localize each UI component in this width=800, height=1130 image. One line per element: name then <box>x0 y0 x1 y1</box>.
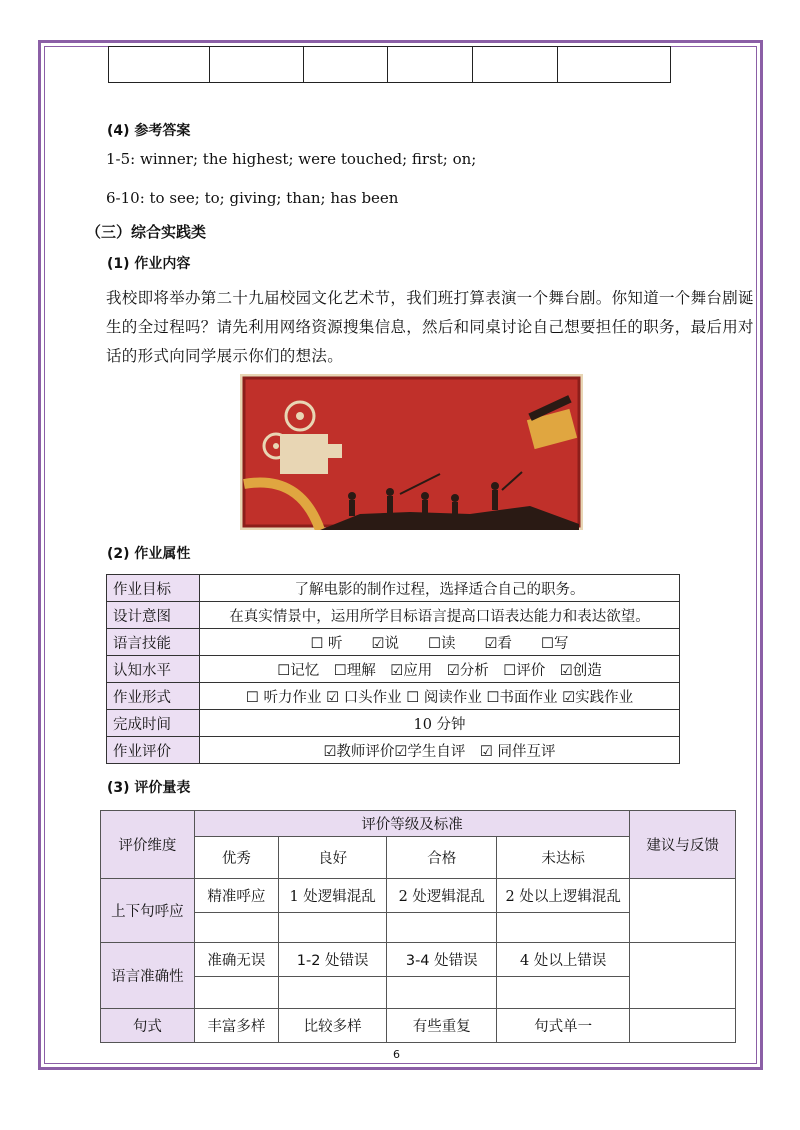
table-row <box>107 602 680 629</box>
rubric-cell: 1-2 处错误 <box>278 943 387 977</box>
content-paragraph: 我校即将举办第二十九届校园文化艺术节，我们班打算表演一个舞台剧。你知道一个舞台剧诞生的全过程吗？请先利用网络资源搜集信息，然后和同桌讨论自己想要担任的职务，最后用对话的形式向同学展示你们的想法。 <box>106 289 754 365</box>
attr-value: ☐ 听 ☑说 ☐读 ☑看 ☐写 <box>200 629 680 656</box>
rubric-cell: 4 处以上错误 <box>497 943 630 977</box>
rubric-table <box>100 810 736 1043</box>
rubric-cell-empty <box>497 913 630 943</box>
attr-value: 10 分钟 <box>200 710 680 737</box>
rubric-cell-empty <box>194 977 278 1009</box>
dimension-header: 评价维度 <box>101 811 195 879</box>
table-row <box>109 47 671 83</box>
previous-table-fragment <box>108 46 671 83</box>
rubric-cell: 2 处逻辑混乱 <box>387 879 497 913</box>
table-cell <box>558 47 671 83</box>
attr-value: ☐ 听力作业 ☑ 口头作业 ☐ 阅读作业 ☐书面作业 ☑实践作业 <box>200 683 680 710</box>
table-cell <box>109 47 210 83</box>
feedback-cell <box>630 1009 736 1043</box>
level-label: 优秀 <box>194 837 278 879</box>
attr-value: ☐记忆 ☐理解 ☑应用 ☑分析 ☐评价 ☑创造 <box>200 656 680 683</box>
rubric-cell: 精准呼应 <box>194 879 278 913</box>
rubric-cell: 有些重复 <box>387 1009 497 1043</box>
table-row <box>101 879 736 913</box>
table-row <box>107 575 680 602</box>
attr-label: 语言技能 <box>107 629 200 656</box>
table-row <box>101 811 736 837</box>
table-row <box>107 683 680 710</box>
attr-heading: (2) 作业属性 <box>107 546 191 562</box>
answers-line-1: 1-5: winner; the highest; were touched; first; on; <box>106 150 477 168</box>
level-label: 合格 <box>387 837 497 879</box>
rubric-cell: 准确无误 <box>194 943 278 977</box>
table-row <box>107 656 680 683</box>
dimension-label: 语言准确性 <box>101 943 195 1009</box>
rubric-cell: 比较多样 <box>278 1009 387 1043</box>
attr-value: 在真实情景中，运用所学目标语言提高口语表达能力和表达欲望。 <box>200 602 680 629</box>
table-row <box>107 737 680 764</box>
table-cell <box>388 47 473 83</box>
rubric-cell: 1 处逻辑混乱 <box>278 879 387 913</box>
level-label: 良好 <box>278 837 387 879</box>
dimension-label: 句式 <box>101 1009 195 1043</box>
attr-label: 作业评价 <box>107 737 200 764</box>
attr-label: 作业形式 <box>107 683 200 710</box>
film-illustration <box>240 374 583 530</box>
attributes-table <box>106 574 680 764</box>
table-cell <box>304 47 388 83</box>
rubric-cell-empty <box>497 977 630 1009</box>
rubric-cell-empty <box>387 913 497 943</box>
attr-value: ☑教师评价☑学生自评 ☑ 同伴互评 <box>200 737 680 764</box>
rubric-cell: 丰富多样 <box>194 1009 278 1043</box>
level-header: 评价等级及标准 <box>194 811 629 837</box>
feedback-cell <box>630 879 736 943</box>
content-heading: (1) 作业内容 <box>107 256 191 272</box>
rubric-cell: 2 处以上逻辑混乱 <box>497 879 630 913</box>
attr-label: 认知水平 <box>107 656 200 683</box>
rubric-cell: 句式单一 <box>497 1009 630 1043</box>
rubric-heading: (3) 评价量表 <box>107 780 191 796</box>
answers-line-2: 6-10: to see; to; giving; than; has been <box>106 189 399 207</box>
table-cell <box>210 47 304 83</box>
rubric-cell-empty <box>194 913 278 943</box>
page-number: 6 <box>393 1048 400 1061</box>
answers-heading: (4) 参考答案 <box>107 123 191 139</box>
feedback-cell <box>630 943 736 1009</box>
feedback-header: 建议与反馈 <box>630 811 736 879</box>
table-row <box>101 943 736 977</box>
section-title: （三）综合实践类 <box>86 223 207 241</box>
table-row <box>107 710 680 737</box>
table-cell <box>473 47 558 83</box>
rubric-cell: 3-4 处错误 <box>387 943 497 977</box>
dimension-label: 上下句呼应 <box>101 879 195 943</box>
table-row <box>101 1009 736 1043</box>
attr-label: 完成时间 <box>107 710 200 737</box>
attr-label: 作业目标 <box>107 575 200 602</box>
rubric-cell-empty <box>387 977 497 1009</box>
attr-label: 设计意图 <box>107 602 200 629</box>
level-label: 未达标 <box>497 837 630 879</box>
rubric-cell-empty <box>278 913 387 943</box>
rubric-cell-empty <box>278 977 387 1009</box>
attr-value: 了解电影的制作过程，选择适合自己的职务。 <box>200 575 680 602</box>
table-row <box>107 629 680 656</box>
